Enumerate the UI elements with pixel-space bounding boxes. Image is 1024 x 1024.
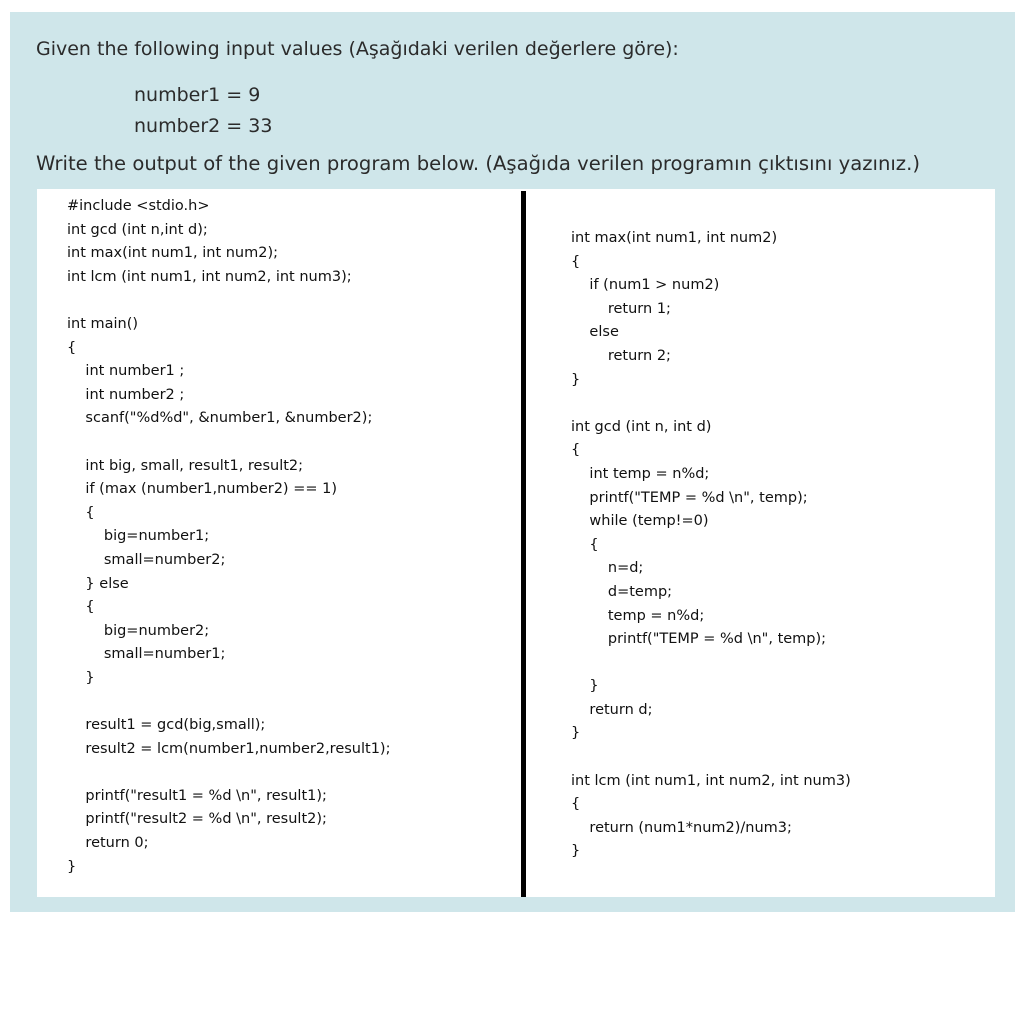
code-divider <box>521 191 526 897</box>
question-instruction: Write the output of the given program below. (Aşağıda verilen programın çıktısını yazınız.) <box>36 152 920 175</box>
input-value-number1: number1 = 9 <box>134 84 261 106</box>
code-functions: int max(int num1, int num2) { if (num1 > num2) return 1; else return 2; } int gcd (int n, int d) { int temp = n%d; printf("TEMP = %d \n", temp); while (temp!=0) { n=d; d=temp; temp = n%d; printf("TEMP = %d \n", temp); } return d; } int lcm (int num1, int num2, int num3) { return (num1*num2)/num3; } <box>571 230 851 860</box>
code-main-program: #include <stdio.h> int gcd (int n,int d); int max(int num1, int num2); int lcm (int num1, int num2, int num3); int main() { int number1 ; int number2 ; scanf("%d%d", &number1, &number2); int big, small, result1, result2; if (max (number1,number2) == 1) { big=number1; small=number2; } else { big=number2; small=number1; } result1 = gcd(big,small); result2 = lcm(number1,number2,result1); printf("result1 = %d \n", result1); printf("result2 = %d \n", result2); return 0; } <box>67 198 391 875</box>
question-intro: Given the following input values (Aşağıdaki verilen değerlere göre): <box>36 38 679 60</box>
input-value-number2: number2 = 33 <box>134 115 273 137</box>
